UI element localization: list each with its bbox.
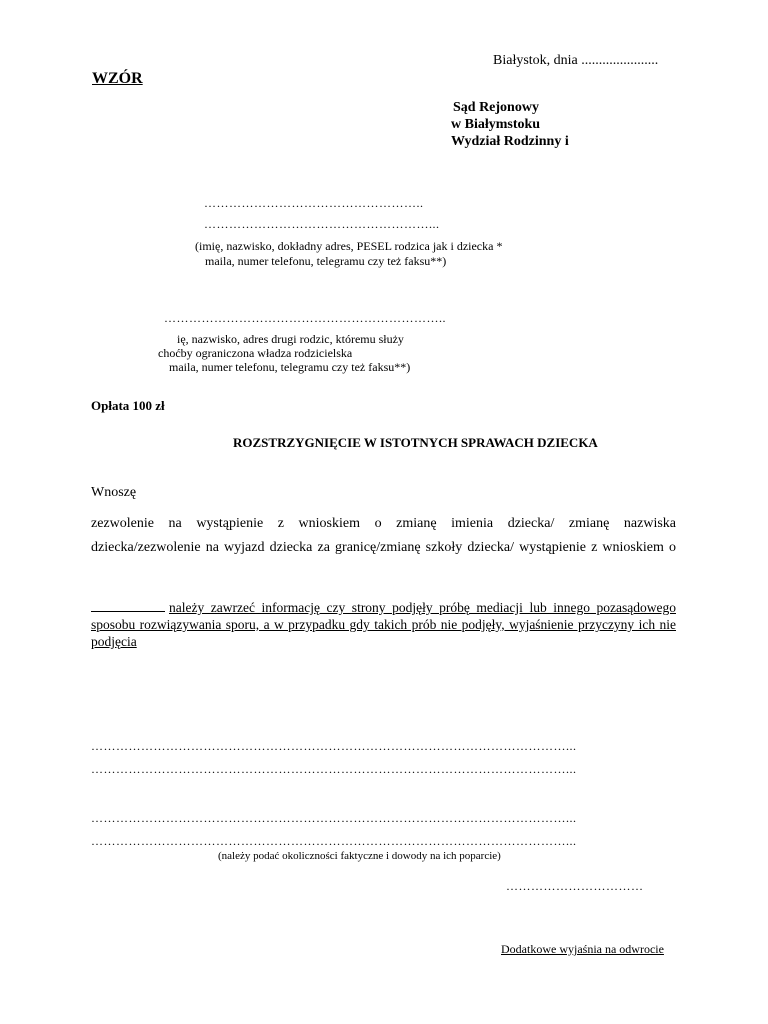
- justification-dots-2: ……………………………………………………………………………………………………...: [91, 762, 577, 776]
- mediation-paragraph: [91, 599, 676, 650]
- other-parent-note-3: maila, numer telefonu, telegramu czy też faksu**): [169, 360, 411, 374]
- applicant-note-2: maila, numer telefonu, telegramu czy też faksu**): [205, 254, 447, 268]
- footer-note: Dodatkowe wyjaśnia na odwrocie: [501, 942, 664, 956]
- court-city: w Białymstoku: [451, 117, 541, 132]
- wnosze-label: Wnoszę: [91, 485, 137, 500]
- applicant-dots-1: ……………………………………………..: [204, 196, 424, 210]
- justification-dots-3: ……………………………………………………………………………………………………...: [91, 811, 577, 825]
- request-line-1: zezwolenie na wystąpienie z wnioskiem o zmianę imienia dziecka/ zmianę nazwiska: [91, 516, 676, 531]
- fee-label: Opłata 100 zł: [91, 398, 165, 413]
- other-parent-dots: …………………………………………………………..: [164, 311, 446, 325]
- request-line-2: dziecka/zezwolenie na wyjazd dziecka za granicę/zmianę szkoły dziecka/ wystąpienie z wnioskiem o: [91, 540, 676, 555]
- blank-underline: [91, 610, 165, 612]
- court-name: Sąd Rejonowy: [453, 100, 539, 115]
- applicant-dots-2: ………………………………………………...: [204, 217, 440, 231]
- wzor-label: WZÓR: [92, 70, 143, 87]
- signature-dots: ……………………………: [506, 879, 644, 893]
- place-date: Białystok, dnia ......................: [493, 53, 659, 68]
- justification-note: (należy podać okoliczności faktyczne i dowody na ich poparcie): [218, 850, 501, 862]
- court-department: Wydział Rodzinny i: [451, 134, 569, 149]
- applicant-note-1: (imię, nazwisko, dokładny adres, PESEL rodzica jak i dziecka *: [195, 239, 503, 253]
- justification-dots-1: ……………………………………………………………………………………………………...: [91, 739, 577, 753]
- justification-dots-4: ……………………………………………………………………………………………………...: [91, 834, 577, 848]
- mediation-text: należy zawrzeć informację czy strony podjęły próbę mediacji lub innego pozasądowego sposobu rozwiązywania sporu, a w przypadku gdy takich prób nie podjęły, wyjaśnienie przyczyny ich nie podjęcia: [91, 600, 676, 649]
- other-parent-note-1: ię, nazwisko, adres drugi rodzic, któremu służy: [177, 332, 404, 346]
- other-parent-note-2: choćby ograniczona władza rodzicielska: [158, 346, 353, 360]
- document-title: ROZSTRZYGNIĘCIE W ISTOTNYCH SPRAWACH DZIECKA: [233, 435, 598, 450]
